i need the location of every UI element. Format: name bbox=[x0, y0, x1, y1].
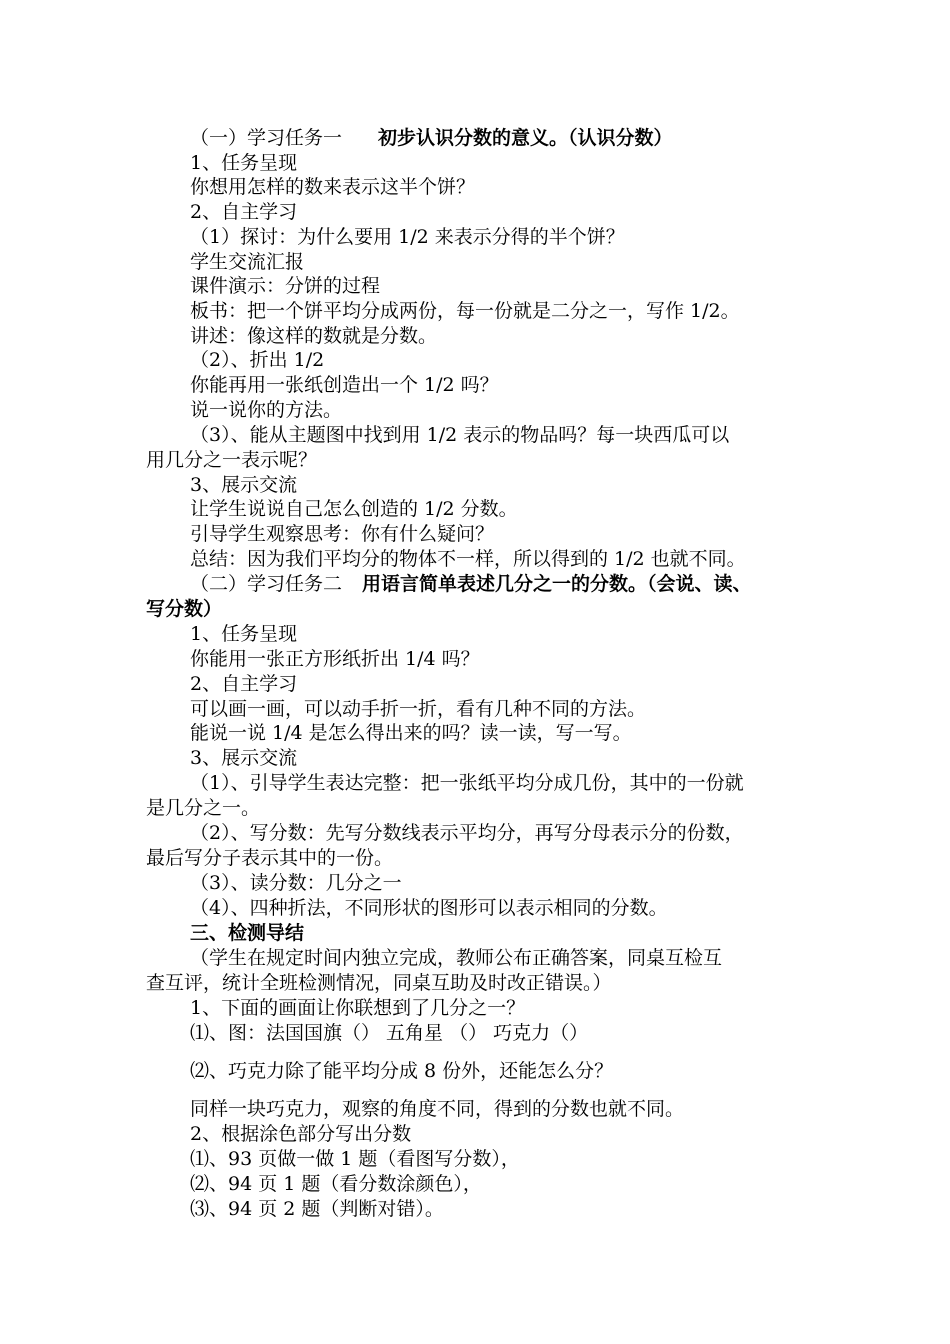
text-line: 查互评，统计全班检测情况，同桌互助及时改正错误。） bbox=[146, 972, 612, 994]
task-one-title: 初步认识分数的意义。（认识分数） bbox=[378, 127, 673, 149]
text-line: 能说一说 1/4 是怎么得出来的吗？读一读，写一写。 bbox=[190, 722, 632, 744]
text-line: 用几分之一表示呢？ bbox=[146, 449, 318, 471]
text-line: 总结：因为我们平均分的物体不一样，所以得到的 1/2 也就不同。 bbox=[190, 548, 746, 570]
text-line: （4）、四种折法，不同形状的图形可以表示相同的分数。 bbox=[190, 897, 668, 919]
task-two-heading bbox=[190, 572, 752, 596]
text-line: 你能再用一张纸创造出一个 1/2 吗？ bbox=[190, 374, 499, 396]
task-two-title-continued: 写分数） bbox=[146, 598, 223, 620]
text-line: ⑴、93 页做一做 1 题（看图写分数）， bbox=[190, 1148, 520, 1170]
text-line: 学生交流汇报 bbox=[190, 251, 305, 273]
text-line: ⑴、图：法国国旗（） 五角星 （） 巧克力（） bbox=[190, 1022, 589, 1044]
text-line: （2）、写分数：先写分数线表示平均分，再写分母表示分的份数， bbox=[190, 822, 744, 844]
text-line: （1）、引导学生表达完整：把一张纸平均分成几份，其中的一份就 bbox=[190, 772, 744, 794]
text-line: （1）探讨：为什么要用 1/2 来表示分得的半个饼？ bbox=[190, 226, 625, 248]
text-line: 3、展示交流 bbox=[190, 747, 298, 769]
text-line: ⑵、巧克力除了能平均分成 8 份外，还能怎么分？ bbox=[190, 1060, 614, 1082]
text-line: 讲述：像这样的数就是分数。 bbox=[190, 325, 438, 347]
text-line: 课件演示：分饼的过程 bbox=[190, 275, 381, 297]
text-line: 1、下面的画面让你联想到了几分之一？ bbox=[190, 997, 526, 1019]
text-line: ⑶、94 页 2 题（判断对错）。 bbox=[190, 1198, 444, 1220]
text-line: 你想用怎样的数来表示这半个饼？ bbox=[190, 176, 476, 198]
text-line: （学生在规定时间内独立完成，教师公布正确答案，同桌互检互 bbox=[190, 947, 723, 969]
task-one-heading bbox=[190, 126, 673, 150]
text-line: （3）、读分数：几分之一 bbox=[190, 872, 402, 894]
text-line: 板书：把一个饼平均分成两份，每一份就是二分之一，写作 1/2。 bbox=[190, 300, 740, 322]
text-line: 同样一块巧克力，观察的角度不同，得到的分数也就不同。 bbox=[190, 1098, 685, 1120]
text-line: 说一说你的方法。 bbox=[190, 399, 343, 421]
task-one-label: （一）学习任务一 bbox=[190, 127, 343, 149]
text-line: 3、展示交流 bbox=[190, 474, 298, 496]
text-line: （2）、折出 1/2 bbox=[190, 349, 325, 371]
text-line: 可以画一画，可以动手折一折，看有几种不同的方法。 bbox=[190, 698, 647, 720]
text-line: 2、根据涂色部分写出分数 bbox=[190, 1123, 412, 1145]
text-line: 2、自主学习 bbox=[190, 673, 298, 695]
text-line: 引导学生观察思考：你有什么疑问？ bbox=[190, 523, 495, 545]
text-line: ⑵、94 页 1 题（看分数涂颜色）， bbox=[190, 1173, 482, 1195]
text-line: 1、任务呈现 bbox=[190, 623, 298, 645]
task-two-label: （二）学习任务二 bbox=[190, 573, 343, 595]
text-line: （3）、能从主题图中找到用 1/2 表示的物品吗？每一块西瓜可以 bbox=[190, 424, 730, 446]
text-line: 是几分之一。 bbox=[146, 797, 261, 819]
text-line: 让学生说说自己怎么创造的 1/2 分数。 bbox=[190, 498, 518, 520]
task-two-title: 用语言简单表述几分之一的分数。（会说、读、 bbox=[362, 573, 752, 595]
text-line: 1、任务呈现 bbox=[190, 152, 298, 174]
text-line: 最后写分子表示其中的一份。 bbox=[146, 847, 394, 869]
section-three-heading: 三、检测导结 bbox=[190, 922, 305, 944]
text-line: 你能用一张正方形纸折出 1/4 吗？ bbox=[190, 648, 480, 670]
text-line: 2、自主学习 bbox=[190, 201, 298, 223]
